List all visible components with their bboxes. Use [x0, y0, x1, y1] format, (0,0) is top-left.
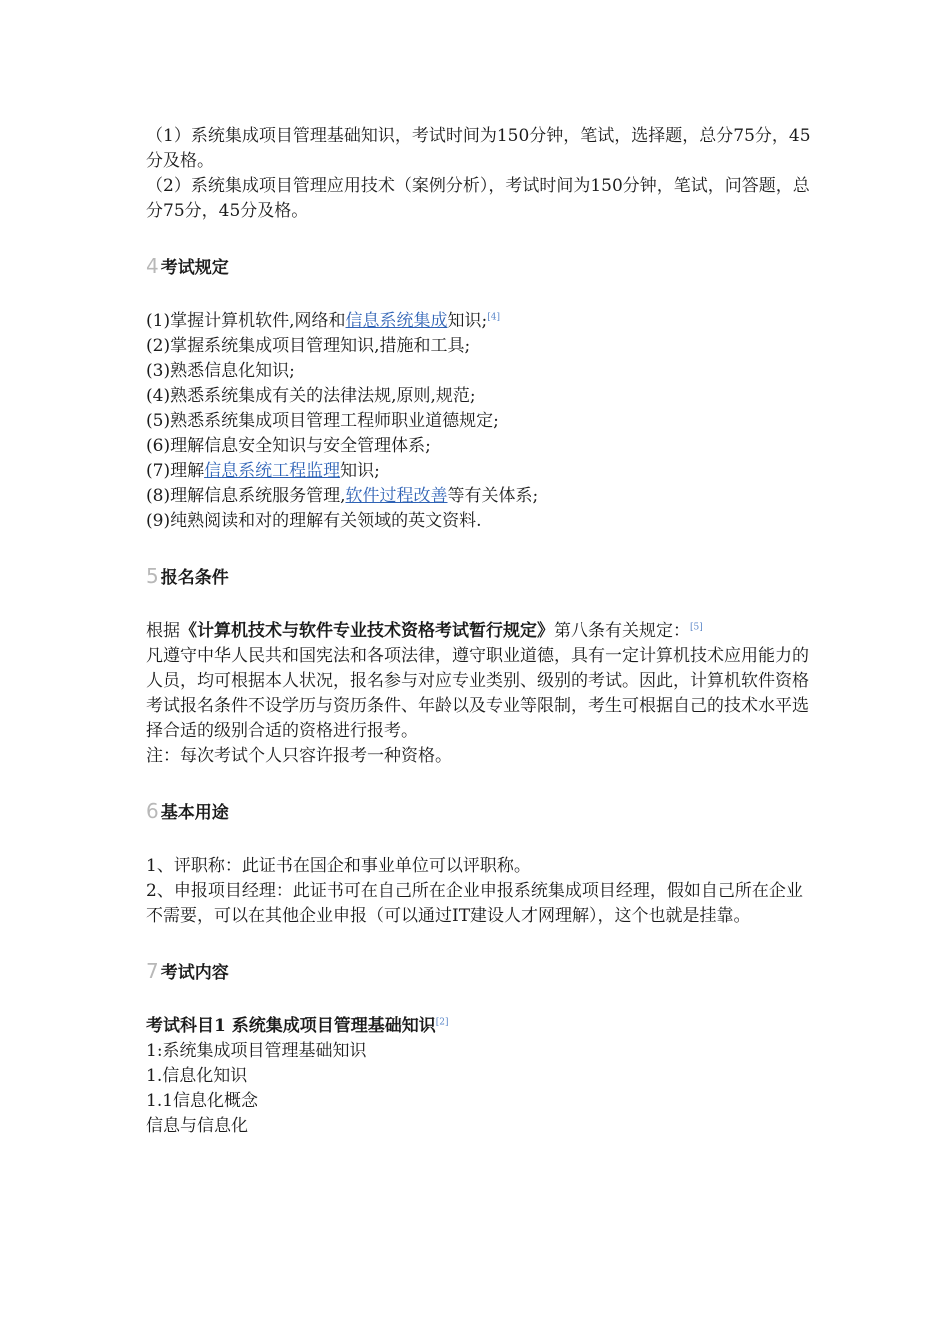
rule-text: (7)理解: [146, 461, 205, 481]
rule-text: 等有关体系;: [447, 486, 539, 506]
exam-format-item-1: （1）系统集成项目管理基础知识，考试时间为150分钟，笔试，选择题，总分75分，45分及格。: [146, 126, 811, 171]
rule-item-2: (2)掌握系统集成项目管理知识,措施和工具;: [146, 336, 471, 356]
content-line-1: 1:系统集成项目管理基础知识: [146, 1041, 367, 1061]
usage-item-2: 2、申报项目经理：此证书可在自己所在企业申报系统集成项目经理，假如自己所在企业不需要，可以在其他企业申报（可以通过IT建设人才网理解），这个也就是挂靠。: [146, 881, 803, 926]
section-title: 考试规定: [160, 258, 229, 278]
rule-item-9: (9)纯熟阅读和对的理解有关领域的英文资料.: [146, 511, 482, 531]
subject-title: 考试科目1 系统集成项目管理基础知识: [146, 1016, 436, 1036]
reference-link[interactable]: [4]: [487, 312, 500, 323]
section-number: 5: [146, 564, 159, 588]
eligibility-basis: [146, 619, 811, 644]
reference-link[interactable]: [5]: [690, 622, 703, 633]
exam-subject-heading: [146, 1014, 811, 1039]
rule-text: (8)理解信息系统服务管理,: [146, 486, 346, 506]
section-title: 基本用途: [160, 803, 229, 823]
regulation-title: 《计算机技术与软件专业技术资格考试暂行规定》: [180, 621, 554, 641]
paragraph-text: 第八条有关规定：: [554, 621, 690, 641]
rule-text: 知识;: [340, 461, 380, 481]
reference-link[interactable]: [2]: [435, 1017, 449, 1028]
section-title: 考试内容: [160, 963, 229, 983]
document-body: [146, 124, 811, 1139]
link-system-engineering-supervision[interactable]: 信息系统工程监理: [204, 461, 341, 481]
section-number: 6: [146, 799, 159, 823]
section-number: 4: [146, 254, 159, 278]
usage-item-1: 1、评职称：此证书在国企和事业单位可以评职称。: [146, 856, 531, 876]
rule-item-8: [146, 484, 811, 509]
rule-item-7: [146, 459, 811, 484]
link-software-process-improvement[interactable]: 软件过程改善: [345, 486, 448, 506]
content-line-2: 1.信息化知识: [146, 1066, 248, 1086]
rule-item-6: (6)理解信息安全知识与安全管理体系;: [146, 436, 431, 456]
rule-text: (1)掌握计算机软件,网络和: [146, 311, 346, 331]
section-title: 报名条件: [160, 568, 229, 588]
rule-item-1: [146, 309, 811, 334]
section-heading-usage: [146, 799, 811, 826]
rule-item-3: (3)熟悉信息化知识;: [146, 361, 295, 381]
rule-item-5: (5)熟悉系统集成项目管理工程师职业道德规定;: [146, 411, 499, 431]
content-line-3: 1.1信息化概念: [146, 1091, 259, 1111]
eligibility-description: 凡遵守中华人民共和国宪法和各项法律，遵守职业道德，具有一定计算机技术应用能力的人员，均可根据本人状况，报名参与对应专业类别、级别的考试。因此，计算机软件资格考试报名条件不设学历与资历条件、年龄以及专业等限制，考生可根据自己的技术水平选择合适的级别合适的资格进行报考。: [146, 646, 809, 741]
section-number: 7: [146, 959, 159, 983]
paragraph-text: 根据: [146, 621, 180, 641]
rule-item-4: (4)熟悉系统集成有关的法律法规,原则,规范;: [146, 386, 476, 406]
section-heading-content: [146, 959, 811, 986]
section-heading-rules: [146, 254, 811, 281]
rule-text: 知识;: [447, 311, 488, 331]
link-information-system-integration[interactable]: 信息系统集成: [345, 311, 448, 331]
exam-format-item-2: （2）系统集成项目管理应用技术（案例分析），考试时间为150分钟，笔试，问答题，总分75分，45分及格。: [146, 176, 810, 221]
section-heading-eligibility: [146, 564, 811, 591]
eligibility-note: 注：每次考试个人只容许报考一种资格。: [146, 746, 452, 766]
content-line-4: 信息与信息化: [146, 1116, 248, 1136]
